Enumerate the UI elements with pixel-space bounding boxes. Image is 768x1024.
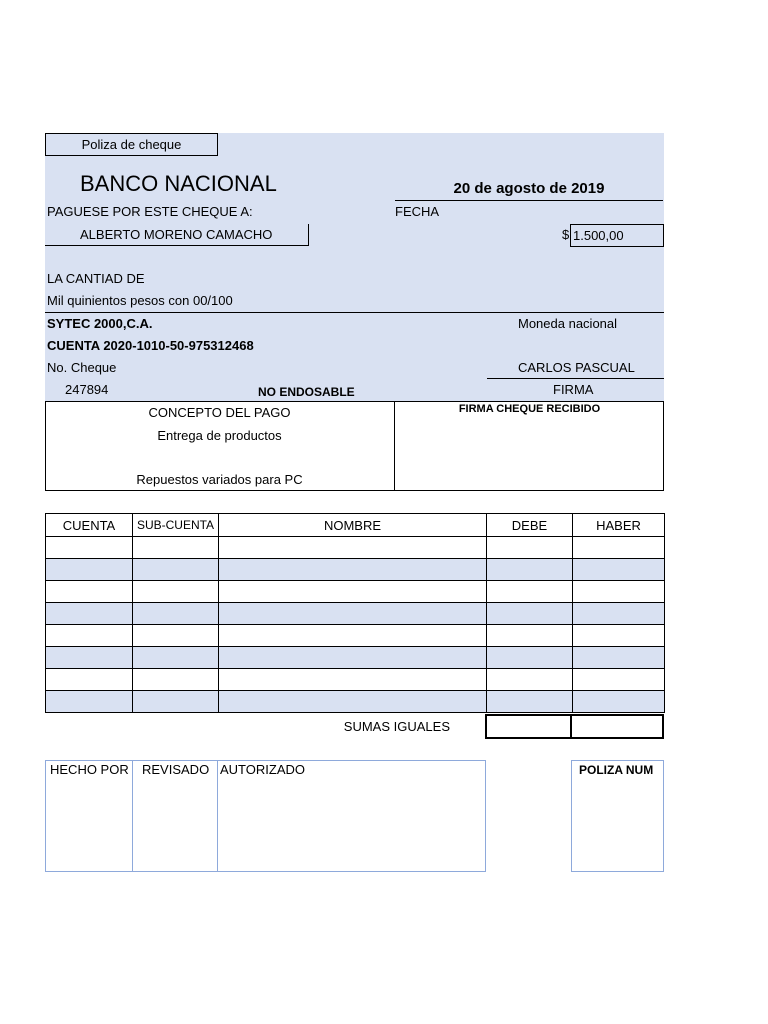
table-row (46, 603, 665, 625)
totals-debe-box (485, 714, 572, 739)
table-cell (487, 603, 573, 625)
table-cell (487, 537, 573, 559)
concept-line-1: Entrega de productos (157, 428, 282, 443)
col-header-haber: HABER (573, 514, 665, 537)
check-date: 20 de agosto de 2019 (453, 180, 605, 197)
date-label: FECHA (395, 204, 440, 219)
table-cell (46, 691, 133, 713)
currency-symbol: $ (562, 227, 570, 242)
table-row (46, 669, 665, 691)
reviewed-label: REVISADO (142, 762, 210, 777)
table-cell (219, 669, 487, 691)
table-cell (219, 603, 487, 625)
table-cell (487, 669, 573, 691)
ledger-table (45, 513, 665, 713)
table-cell (133, 559, 219, 581)
table-row (46, 559, 665, 581)
date-underline (395, 200, 663, 201)
table-cell (573, 559, 665, 581)
signature-line (487, 378, 664, 379)
pay-to-label: PAGUESE POR ESTE CHEQUE A: (47, 204, 253, 219)
table-row (46, 647, 665, 669)
table-row (46, 625, 665, 647)
cheque-number-label: No. Cheque (47, 360, 117, 375)
table-cell (46, 537, 133, 559)
cheque-number: 247894 (65, 382, 109, 397)
table-cell (573, 669, 665, 691)
account-number: CUENTA 2020-1010-50-975312468 (47, 338, 254, 353)
bank-name: BANCO NACIONAL (80, 171, 277, 196)
policy-number-label: POLIZA NUM (579, 763, 654, 777)
table-cell (573, 691, 665, 713)
table-cell (487, 559, 573, 581)
table-cell (573, 625, 665, 647)
payee-right-border (308, 224, 309, 246)
table-cell (133, 537, 219, 559)
header-tab (45, 133, 218, 156)
amount-words: Mil quinientos pesos con 00/100 (47, 293, 233, 308)
table-cell (487, 581, 573, 603)
table-cell (219, 625, 487, 647)
company-name: SYTEC 2000,C.A. (47, 316, 153, 331)
table-row (46, 691, 665, 713)
table-cell (46, 669, 133, 691)
table-cell (133, 669, 219, 691)
totals-haber-box (570, 714, 664, 739)
col-header-sub-cuenta: SUB-CUENTA (133, 514, 219, 537)
table-cell (133, 647, 219, 669)
table-row (46, 537, 665, 559)
table-cell (219, 581, 487, 603)
col-header-nombre: NOMBRE (219, 514, 487, 537)
table-cell (573, 603, 665, 625)
authorized-label: AUTORIZADO (220, 762, 305, 777)
table-cell (46, 647, 133, 669)
table-cell (46, 625, 133, 647)
payee-underline (45, 245, 309, 246)
policy-number-box (571, 760, 664, 872)
amount-box (570, 224, 664, 247)
table-cell (219, 647, 487, 669)
amount-words-underline (45, 312, 664, 313)
non-endorsable: NO ENDOSABLE (258, 385, 355, 399)
col-header-debe: DEBE (487, 514, 573, 537)
ledger-header-row (46, 514, 665, 537)
made-by-label: HECHO POR (50, 762, 129, 777)
table-cell (46, 603, 133, 625)
col-header-cuenta: CUENTA (46, 514, 133, 537)
amount-value: 1.500,00 (573, 228, 624, 243)
table-cell (573, 581, 665, 603)
table-cell (219, 537, 487, 559)
concept-title: CONCEPTO DEL PAGO (148, 405, 291, 420)
received-signature-label: FIRMA CHEQUE RECIBIDO (458, 403, 601, 415)
currency-text: Moneda nacional (518, 316, 618, 331)
reviewed-box (132, 760, 218, 872)
header-tab-label: Poliza de cheque (81, 137, 182, 152)
table-cell (46, 559, 133, 581)
table-cell (573, 647, 665, 669)
payee-name: ALBERTO MORENO CAMACHO (80, 227, 273, 242)
totals-label: SUMAS IGUALES (343, 719, 450, 734)
table-cell (487, 691, 573, 713)
amount-label: LA CANTIAD DE (47, 271, 145, 286)
table-cell (133, 603, 219, 625)
table-row (46, 581, 665, 603)
authorized-box (217, 760, 486, 872)
table-cell (487, 625, 573, 647)
table-cell (133, 581, 219, 603)
made-by-box (45, 760, 133, 872)
table-cell (133, 691, 219, 713)
table-cell (133, 625, 219, 647)
signature-label: FIRMA (553, 382, 594, 397)
table-cell (219, 691, 487, 713)
concept-line-2: Repuestos variados para PC (136, 472, 303, 487)
table-cell (573, 537, 665, 559)
signatory-name: CARLOS PASCUAL (518, 360, 635, 375)
table-cell (487, 647, 573, 669)
table-cell (46, 581, 133, 603)
table-cell (219, 559, 487, 581)
